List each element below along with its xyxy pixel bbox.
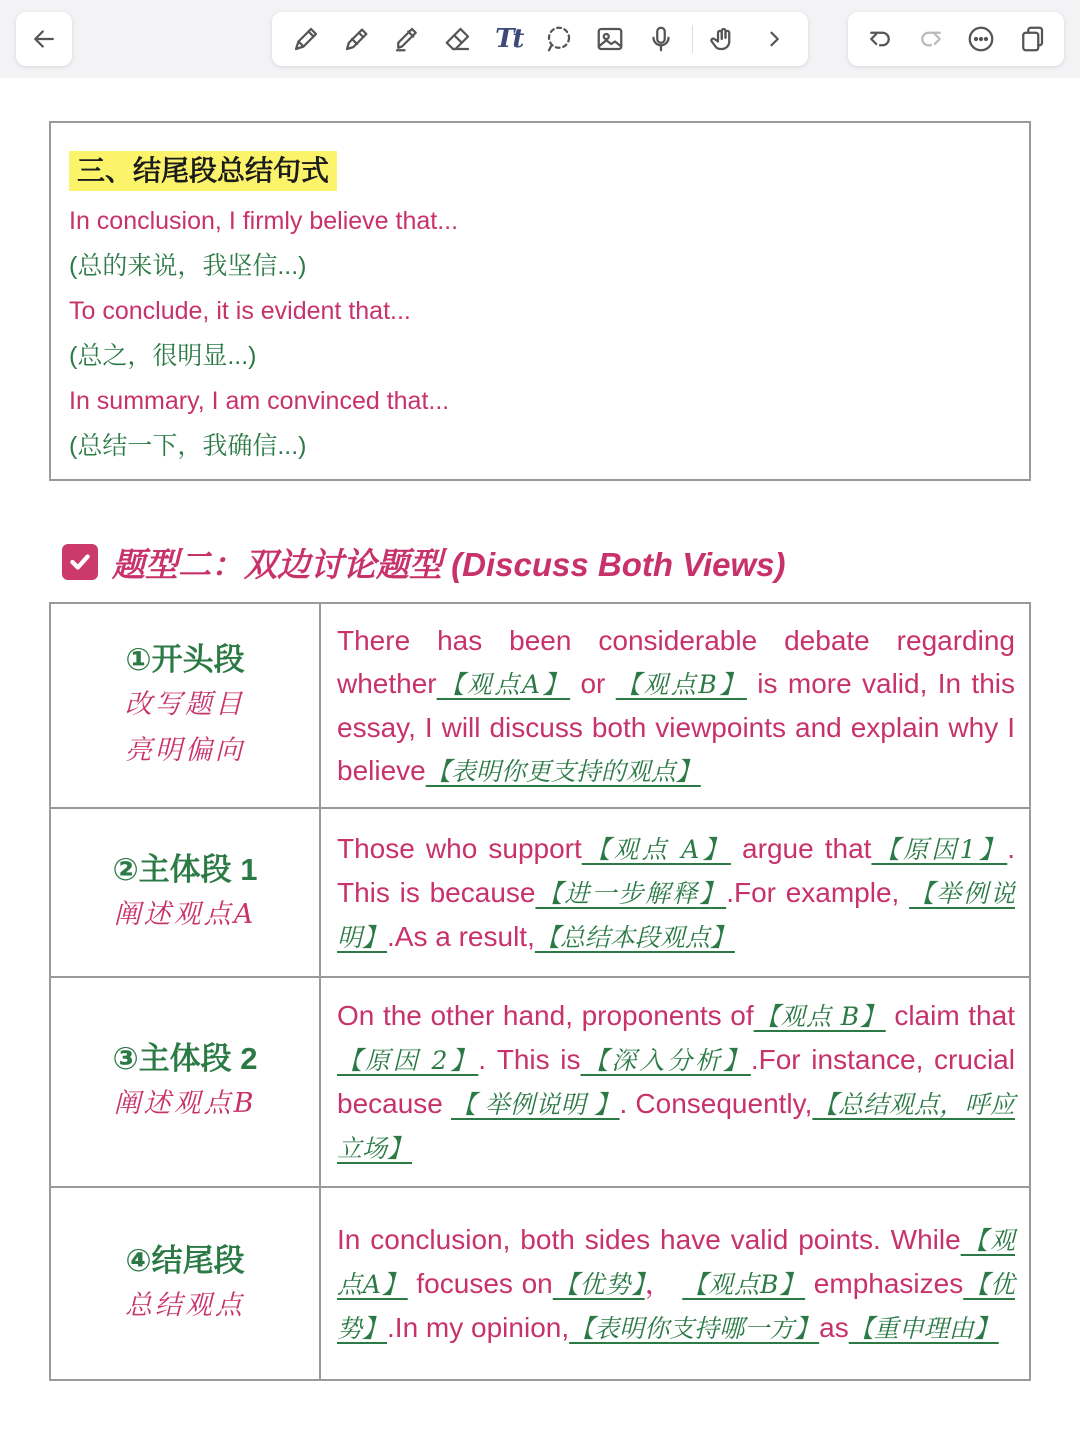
fill-in-blank: 【原因1】 bbox=[871, 834, 1008, 864]
image-icon[interactable] bbox=[590, 19, 630, 59]
fill-in-blank: 【优势】 bbox=[552, 1269, 645, 1299]
fill-in-blank: 【观点 A】 bbox=[581, 834, 731, 864]
fill-in-blank: 【总结本段观点】 bbox=[534, 922, 735, 952]
back-button[interactable] bbox=[16, 12, 72, 66]
microphone-icon[interactable] bbox=[641, 19, 681, 59]
section-title-text: 题型二：双边讨论题型 (Discuss Both Views) bbox=[112, 545, 786, 583]
row-text-cell bbox=[320, 977, 1030, 1187]
drawing-tools-bar bbox=[272, 12, 808, 66]
arrow-left-icon bbox=[24, 19, 64, 59]
fill-in-blank: 【表明你更支持的观点】 bbox=[425, 756, 701, 786]
section-title bbox=[62, 540, 786, 584]
translation-line: (总结一下，我确信...) bbox=[69, 432, 307, 460]
template-text: . This is bbox=[478, 1044, 581, 1075]
closing-sentences-box bbox=[49, 121, 1031, 481]
template-text: There has been considerable debate regarding whether bbox=[337, 624, 1015, 699]
fill-in-blank: 【举例说明】 bbox=[337, 878, 1015, 952]
template-text: focuses on bbox=[407, 1267, 553, 1299]
redo-icon[interactable] bbox=[911, 19, 951, 59]
template-text: ， bbox=[644, 1267, 683, 1299]
fill-in-blank: 【 举例说明 】 bbox=[450, 1090, 620, 1119]
fill-in-blank: 【观点 B】 bbox=[753, 1002, 886, 1031]
essay-template-table bbox=[49, 602, 1031, 1381]
checkbox-checked-icon[interactable] bbox=[62, 544, 98, 580]
section-heading: 三、结尾段总结句式 bbox=[69, 151, 337, 191]
template-text: or bbox=[570, 667, 616, 699]
fill-in-blank: 【重申理由】 bbox=[848, 1313, 999, 1343]
hand-draw-icon[interactable] bbox=[703, 19, 743, 59]
pen-icon[interactable] bbox=[286, 19, 326, 59]
row-text-cell bbox=[320, 808, 1030, 977]
row-text-cell bbox=[320, 1187, 1030, 1380]
phrase-line: In summary, I am convinced that... bbox=[69, 387, 450, 415]
row-label-cell bbox=[50, 977, 320, 1187]
template-text: In conclusion, both sides have valid points. While bbox=[337, 1223, 961, 1255]
row-label: ③主体段 2 bbox=[112, 1041, 258, 1076]
template-text: .For instance, crucial because bbox=[337, 1044, 1015, 1119]
fill-in-blank: 【观点A】 bbox=[337, 1225, 1015, 1299]
row-note: 改写题目 bbox=[125, 688, 245, 720]
table-row bbox=[50, 977, 1030, 1187]
template-text: is more valid, In this essay, I will discuss both viewpoints and explain why I believe bbox=[337, 667, 1016, 786]
fill-in-blank: 【进一步解释】 bbox=[535, 878, 727, 908]
eraser-icon[interactable] bbox=[438, 19, 478, 59]
fill-in-blank: 【观点A】 bbox=[436, 669, 571, 699]
row-label: ①开头段 bbox=[125, 641, 245, 677]
template-paragraph bbox=[337, 1218, 1015, 1350]
row-note: 总结观点 bbox=[125, 1289, 245, 1321]
template-text: argue that bbox=[730, 832, 872, 864]
row-note: 阐述观点A bbox=[113, 898, 257, 930]
template-text: claim that bbox=[885, 1000, 1015, 1031]
template-text: Those who support bbox=[337, 832, 582, 864]
highlighter-icon[interactable] bbox=[387, 19, 427, 59]
template-text: as bbox=[819, 1311, 849, 1343]
fill-in-blank: 【深入分析】 bbox=[580, 1046, 751, 1075]
template-text: .For example, bbox=[726, 876, 910, 908]
row-note: 亮明偏向 bbox=[125, 734, 245, 766]
pages-icon[interactable] bbox=[1012, 19, 1052, 59]
undo-icon[interactable] bbox=[860, 19, 900, 59]
fill-in-blank: 【表明你支持哪一方】 bbox=[569, 1313, 820, 1343]
fill-in-blank: 【总结观点，呼应立场】 bbox=[337, 1090, 1015, 1163]
more-icon[interactable] bbox=[961, 19, 1001, 59]
template-text: . Consequently, bbox=[619, 1088, 813, 1119]
template-text: .In my opinion, bbox=[387, 1311, 570, 1343]
template-text: emphasizes bbox=[805, 1267, 964, 1299]
table-row bbox=[50, 1187, 1030, 1380]
toolbar-divider bbox=[692, 25, 693, 53]
fill-in-blank: 【原因 2】 bbox=[337, 1046, 479, 1075]
lasso-icon[interactable] bbox=[539, 19, 579, 59]
row-note: 阐述观点B bbox=[113, 1088, 257, 1119]
row-text-cell bbox=[320, 603, 1030, 808]
template-text: . This is because bbox=[337, 832, 1016, 908]
row-label: ④结尾段 bbox=[125, 1242, 245, 1278]
row-label-cell bbox=[50, 1187, 320, 1380]
translation-line: (总之，很明显...) bbox=[69, 342, 257, 370]
table-row bbox=[50, 808, 1030, 977]
pencil-icon[interactable] bbox=[337, 19, 377, 59]
row-label: ②主体段 1 bbox=[112, 851, 258, 887]
translation-line: (总的来说，我坚信...) bbox=[69, 252, 307, 280]
table-row bbox=[50, 603, 1030, 808]
fill-in-blank: 【观点B】 bbox=[682, 1269, 806, 1299]
top-toolbar bbox=[0, 0, 1080, 78]
fill-in-blank: 【观点B】 bbox=[615, 669, 747, 699]
phrase-line: To conclude, it is evident that... bbox=[69, 297, 411, 325]
actions-bar bbox=[848, 12, 1064, 66]
text-tool-icon[interactable]: Tt bbox=[495, 24, 523, 54]
template-paragraph bbox=[337, 994, 1015, 1170]
row-label-cell bbox=[50, 603, 320, 808]
template-text: .As a result, bbox=[387, 920, 535, 952]
template-paragraph bbox=[337, 827, 1015, 959]
chevron-right-icon[interactable] bbox=[754, 19, 794, 59]
row-label-cell bbox=[50, 808, 320, 977]
phrase-line: In conclusion, I firmly believe that... bbox=[69, 207, 459, 235]
template-text: On the other hand, proponents of bbox=[337, 1000, 754, 1031]
fill-in-blank: 【优势】 bbox=[337, 1269, 1016, 1343]
template-paragraph bbox=[337, 619, 1015, 793]
